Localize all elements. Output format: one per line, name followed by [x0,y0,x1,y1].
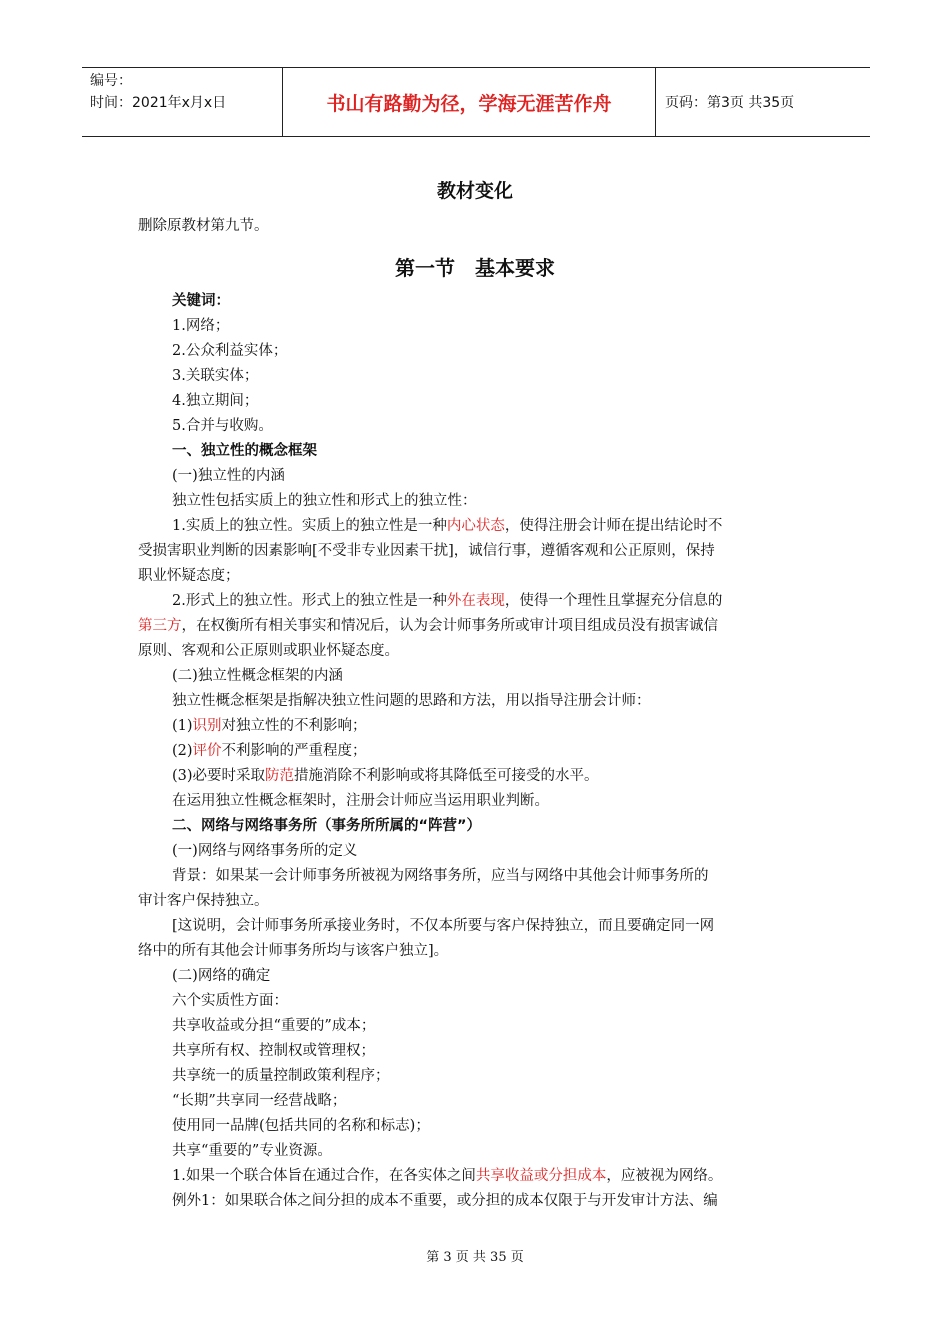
header-info-cell [82,68,282,136]
list-item: 使用同一品牌(包括共同的名称和标志)； [172,1118,430,1134]
paragraph-line: 背景：如果某一会计师事务所被视为网络事务所，应当与网络中其他会计师事务所的 [172,868,709,884]
text: (3)必要时采取 [172,768,266,784]
keywords-heading: 关键词： [172,293,230,309]
paragraph-line: [这说明，会计师事务所承接业务时，不仅本所要与客户保持独立，而且要确定同一网 [172,918,715,934]
keyword-item: 4.独立期间； [172,393,259,409]
list-item [172,766,599,786]
paragraph-line: 原则、客观和公正原则或职业怀疑态度。 [138,643,399,659]
paragraph-line [138,616,718,636]
section-title: 第一节 基本要求 [395,256,555,280]
text: 对独立性的不利影响； [221,718,367,734]
subheading: (一)独立性的内涵 [172,468,285,484]
header-table [82,67,870,137]
paragraph: 在运用独立性概念框架时，注册会计师应当运用职业判断。 [172,793,549,809]
text: ，使得注册会计师在提出结论时不 [504,518,723,534]
paragraph-line [172,591,722,611]
text: 措施消除不利影响或将其降低至可接受的水平。 [294,768,599,784]
keyword-item: 3.关联实体； [172,368,259,384]
number-label: 编号： [90,73,132,89]
page-footer: 第 3 页 共 35 页 [426,1250,524,1265]
subheading: (一)网络与网络事务所的定义 [172,843,358,859]
list-item: 共享“重要的”专业资源。 [172,1143,332,1159]
paragraph-line [172,516,722,536]
highlight-text: 识别 [192,718,222,734]
list-item: 共享所有权、控制权或管理权； [172,1043,375,1059]
page-label: 页码：第3页 共35页 [665,95,795,111]
paragraph-line: 职业怀疑态度； [138,568,240,584]
keyword-item: 1.网络； [172,318,230,334]
text: (1) [172,718,193,734]
text: 1.实质上的独立性。实质上的独立性是一种 [172,518,447,534]
text: 1.如果一个联合体旨在通过合作，在各实体之间 [172,1168,476,1184]
paragraph: 六个实质性方面： [172,993,288,1009]
text: ，使得一个理性且掌握充分信息的 [504,593,723,609]
paragraph: 独立性包括实质上的独立性和形式上的独立性： [172,493,477,509]
list-item [172,741,367,761]
paragraph-line: 例外1：如果联合体之间分担的成本不重要，或分担的成本仅限于与开发审计方法、编 [172,1193,718,1209]
text: ，应被视为网络。 [606,1168,723,1184]
list-item: 共享统一的质量控制政策利程序； [172,1068,390,1084]
text: (2) [172,743,193,759]
paragraph-line: 络中的所有其他会计师事务所均与该客户独立]。 [138,943,449,959]
paragraph-line [172,1166,722,1186]
highlight-text: 防范 [265,768,295,784]
heading-1: 一、独立性的概念框架 [172,443,317,459]
keyword-item: 2.公众利益实体； [172,343,288,359]
list-item: “长期”共享同一经营战略； [172,1093,347,1109]
highlight-text: 内心状态 [446,518,505,534]
paragraph-line: 审计客户保持独立。 [138,893,269,909]
highlight-text: 第三方 [138,618,182,634]
text: ，在权衡所有相关事实和情况后，认为会计师事务所或审计项目组成员没有损害诚信 [181,618,718,634]
heading-2: 二、网络与网络事务所（事务所所属的“阵营”） [172,818,482,834]
keyword-item: 5.合并与收购。 [172,418,273,434]
subheading: (二)网络的确定 [172,968,271,984]
text: 2.形式上的独立性。形式上的独立性是一种 [172,593,447,609]
paragraph: 独立性概念框架是指解决独立性问题的思路和方法，用以指导注册会计师： [172,693,651,709]
time-label: 时间：2021年x月x日 [90,95,227,111]
text: 不利影响的严重程度； [221,743,367,759]
subheading: (二)独立性概念框架的内涵 [172,668,343,684]
highlight-text: 评价 [192,743,222,759]
list-item: 共享收益或分担“重要的”成本； [172,1018,376,1034]
paragraph-line: 受损害职业判断的因素影响[不受非专业因素干扰]，诚信行事，遵循客观和公正原则，保持 [138,543,715,559]
motto: 书山有路勤为径，学海无涯苦作舟 [282,68,656,136]
delete-note: 删除原教材第九节。 [138,218,269,234]
highlight-text: 共享收益或分担成本 [475,1168,607,1184]
title-changes: 教材变化 [436,180,513,202]
highlight-text: 外在表现 [446,593,505,609]
list-item [172,716,367,736]
